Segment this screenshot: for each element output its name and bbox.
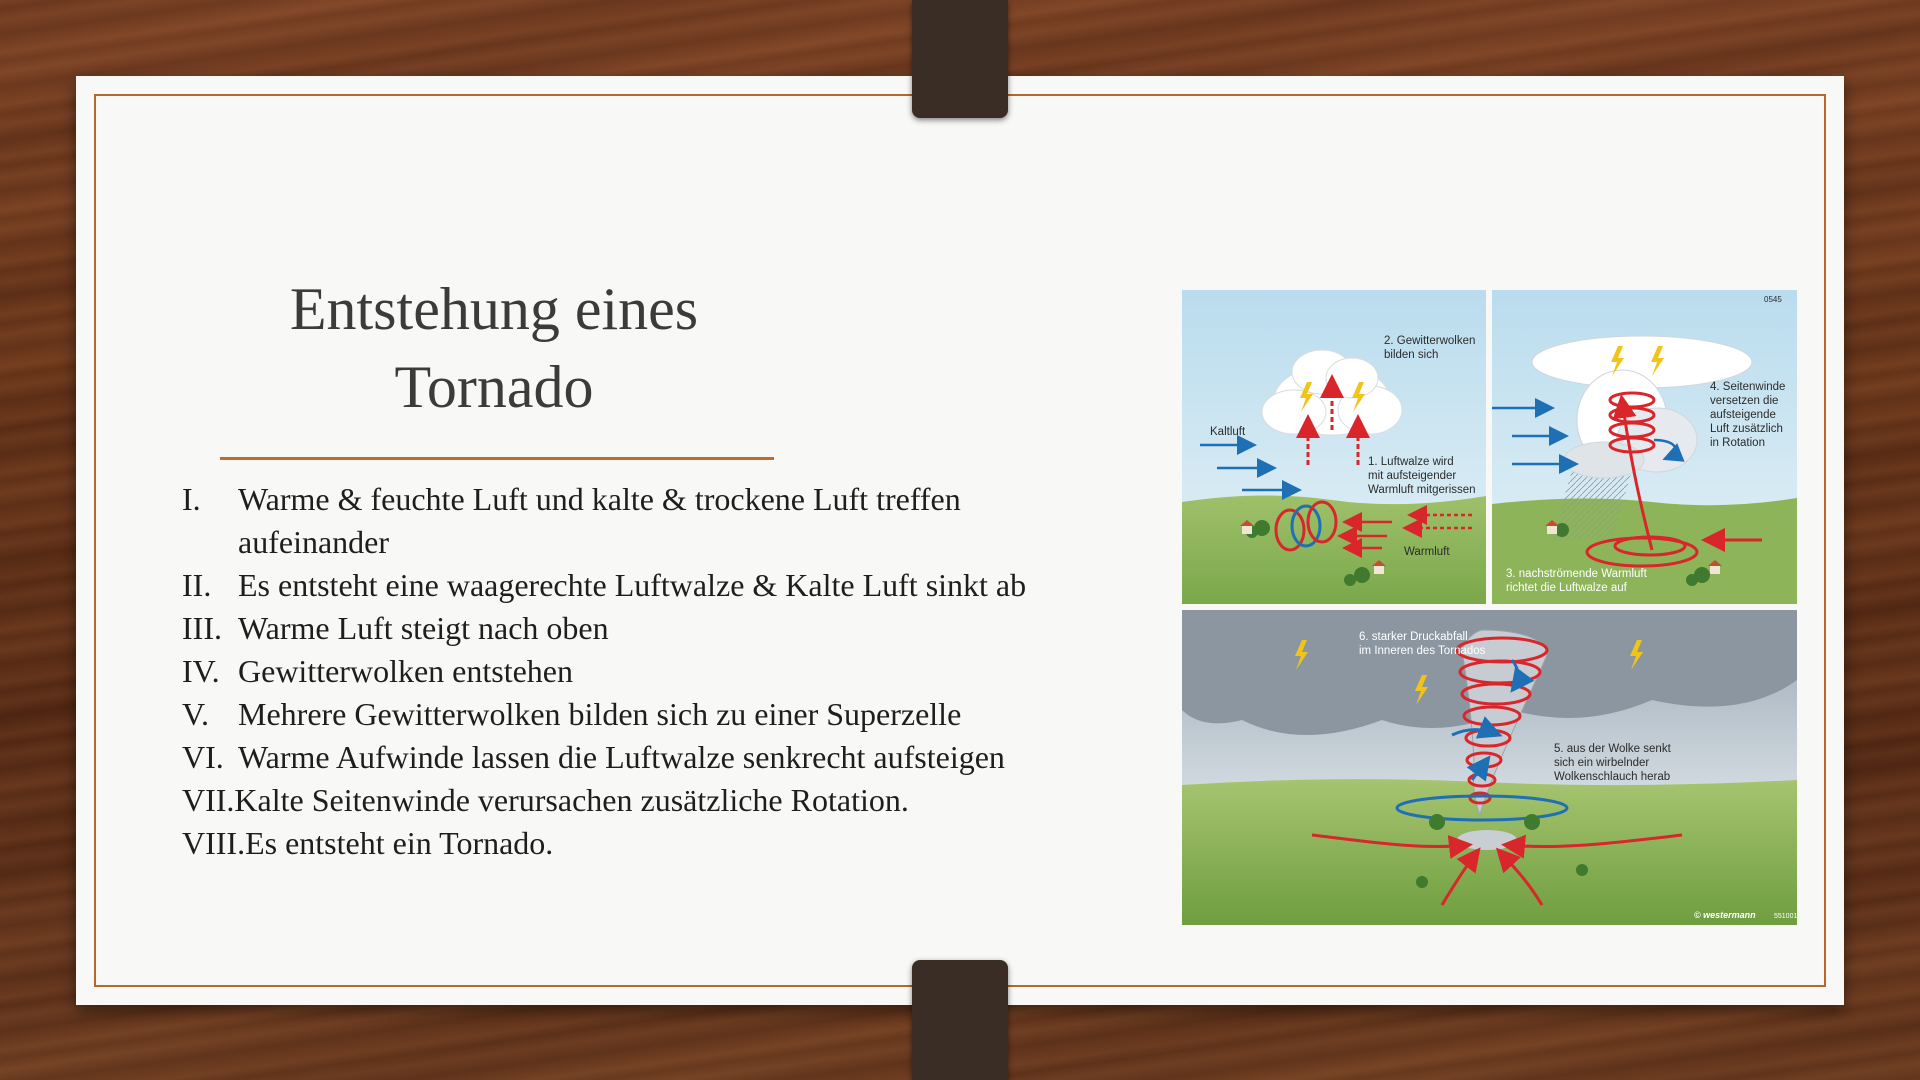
step-number: I. <box>182 481 201 517</box>
step-item <box>182 693 1112 736</box>
title-line-1: Entstehung eines <box>289 276 699 342</box>
step-number: VIII. <box>182 825 246 861</box>
slide-title <box>230 270 758 426</box>
label-seitenwinde: aufsteigende <box>1710 409 1776 421</box>
diagram-panel-1 <box>1182 290 1486 604</box>
step-number: VII. <box>182 782 235 818</box>
label-kaltluft: Kaltluft <box>1210 426 1246 438</box>
step-text: Warme Luft steigt nach oben <box>238 610 609 646</box>
step-text: Gewitterwolken entstehen <box>238 653 573 689</box>
label-nachstroemende-warmluft: 3. nachströmende Warmluft <box>1506 568 1647 580</box>
step-item <box>182 822 1112 865</box>
title-line-2: Tornado <box>394 354 594 420</box>
step-item <box>182 607 1112 650</box>
label-luftwalze: 1. Luftwalze wird <box>1368 456 1454 468</box>
label-seitenwinde: Luft zusätzlich <box>1710 423 1783 435</box>
label-gewitterwolken: bilden sich <box>1384 349 1439 361</box>
step-number: II. <box>182 567 212 603</box>
tornado-diagram <box>1182 290 1797 925</box>
label-nachstroemende-warmluft: richtet die Luftwalze auf <box>1506 582 1627 594</box>
label-wolkenschlauch: 5. aus der Wolke senkt <box>1554 743 1671 755</box>
step-number: III. <box>182 610 222 646</box>
step-item <box>182 650 1112 693</box>
credit-code: 551001 <box>1774 913 1797 920</box>
label-wolkenschlauch: Wolkenschlauch herab <box>1554 771 1671 783</box>
label-seitenwinde: versetzen die <box>1710 395 1779 407</box>
step-text: Mehrere Gewitterwolken bilden sich zu einer Superzelle <box>238 696 962 732</box>
title-underline <box>220 457 774 460</box>
label-druckabfall: im Inneren des Tornados <box>1359 645 1486 657</box>
steps-list <box>182 478 1112 865</box>
step-text: Warme & feuchte Luft und kalte & trockene Luft treffen aufeinander <box>238 481 961 560</box>
debris-cloud <box>1457 830 1517 850</box>
diagram-code: 0545 <box>1764 295 1782 304</box>
step-number: VI. <box>182 739 224 775</box>
step-text: Warme Aufwinde lassen die Luftwalze senkrecht aufsteigen <box>238 739 1005 775</box>
step-text: Es entsteht ein Tornado. <box>245 825 554 861</box>
binder-clip-bottom <box>912 960 1008 1080</box>
label-luftwalze: mit aufsteigender <box>1368 470 1457 482</box>
label-druckabfall: 6. starker Druckabfall <box>1359 631 1468 643</box>
binder-clip-top <box>912 0 1008 118</box>
step-item <box>182 478 1112 564</box>
label-seitenwinde: 4. Seitenwinde <box>1710 381 1786 393</box>
label-seitenwinde: in Rotation <box>1710 437 1765 449</box>
diagram-panel-3 <box>1182 610 1797 925</box>
credit-westermann: © westermann <box>1694 910 1756 920</box>
step-item <box>182 736 1112 779</box>
diagram-panel-2 <box>1492 290 1797 604</box>
label-luftwalze: Warmluft mitgerissen <box>1368 484 1476 496</box>
step-text: Kalte Seitenwinde verursachen zusätzliche Rotation. <box>234 782 909 818</box>
label-warmluft: Warmluft <box>1404 546 1450 558</box>
step-item <box>182 564 1112 607</box>
label-wolkenschlauch: sich ein wirbelnder <box>1554 757 1650 769</box>
step-number: IV. <box>182 653 220 689</box>
step-text: Es entsteht eine waagerechte Luftwalze & Kalte Luft sinkt ab <box>238 567 1027 603</box>
step-number: V. <box>182 696 209 732</box>
step-item <box>182 779 1112 822</box>
label-gewitterwolken: 2. Gewitterwolken <box>1384 335 1476 347</box>
